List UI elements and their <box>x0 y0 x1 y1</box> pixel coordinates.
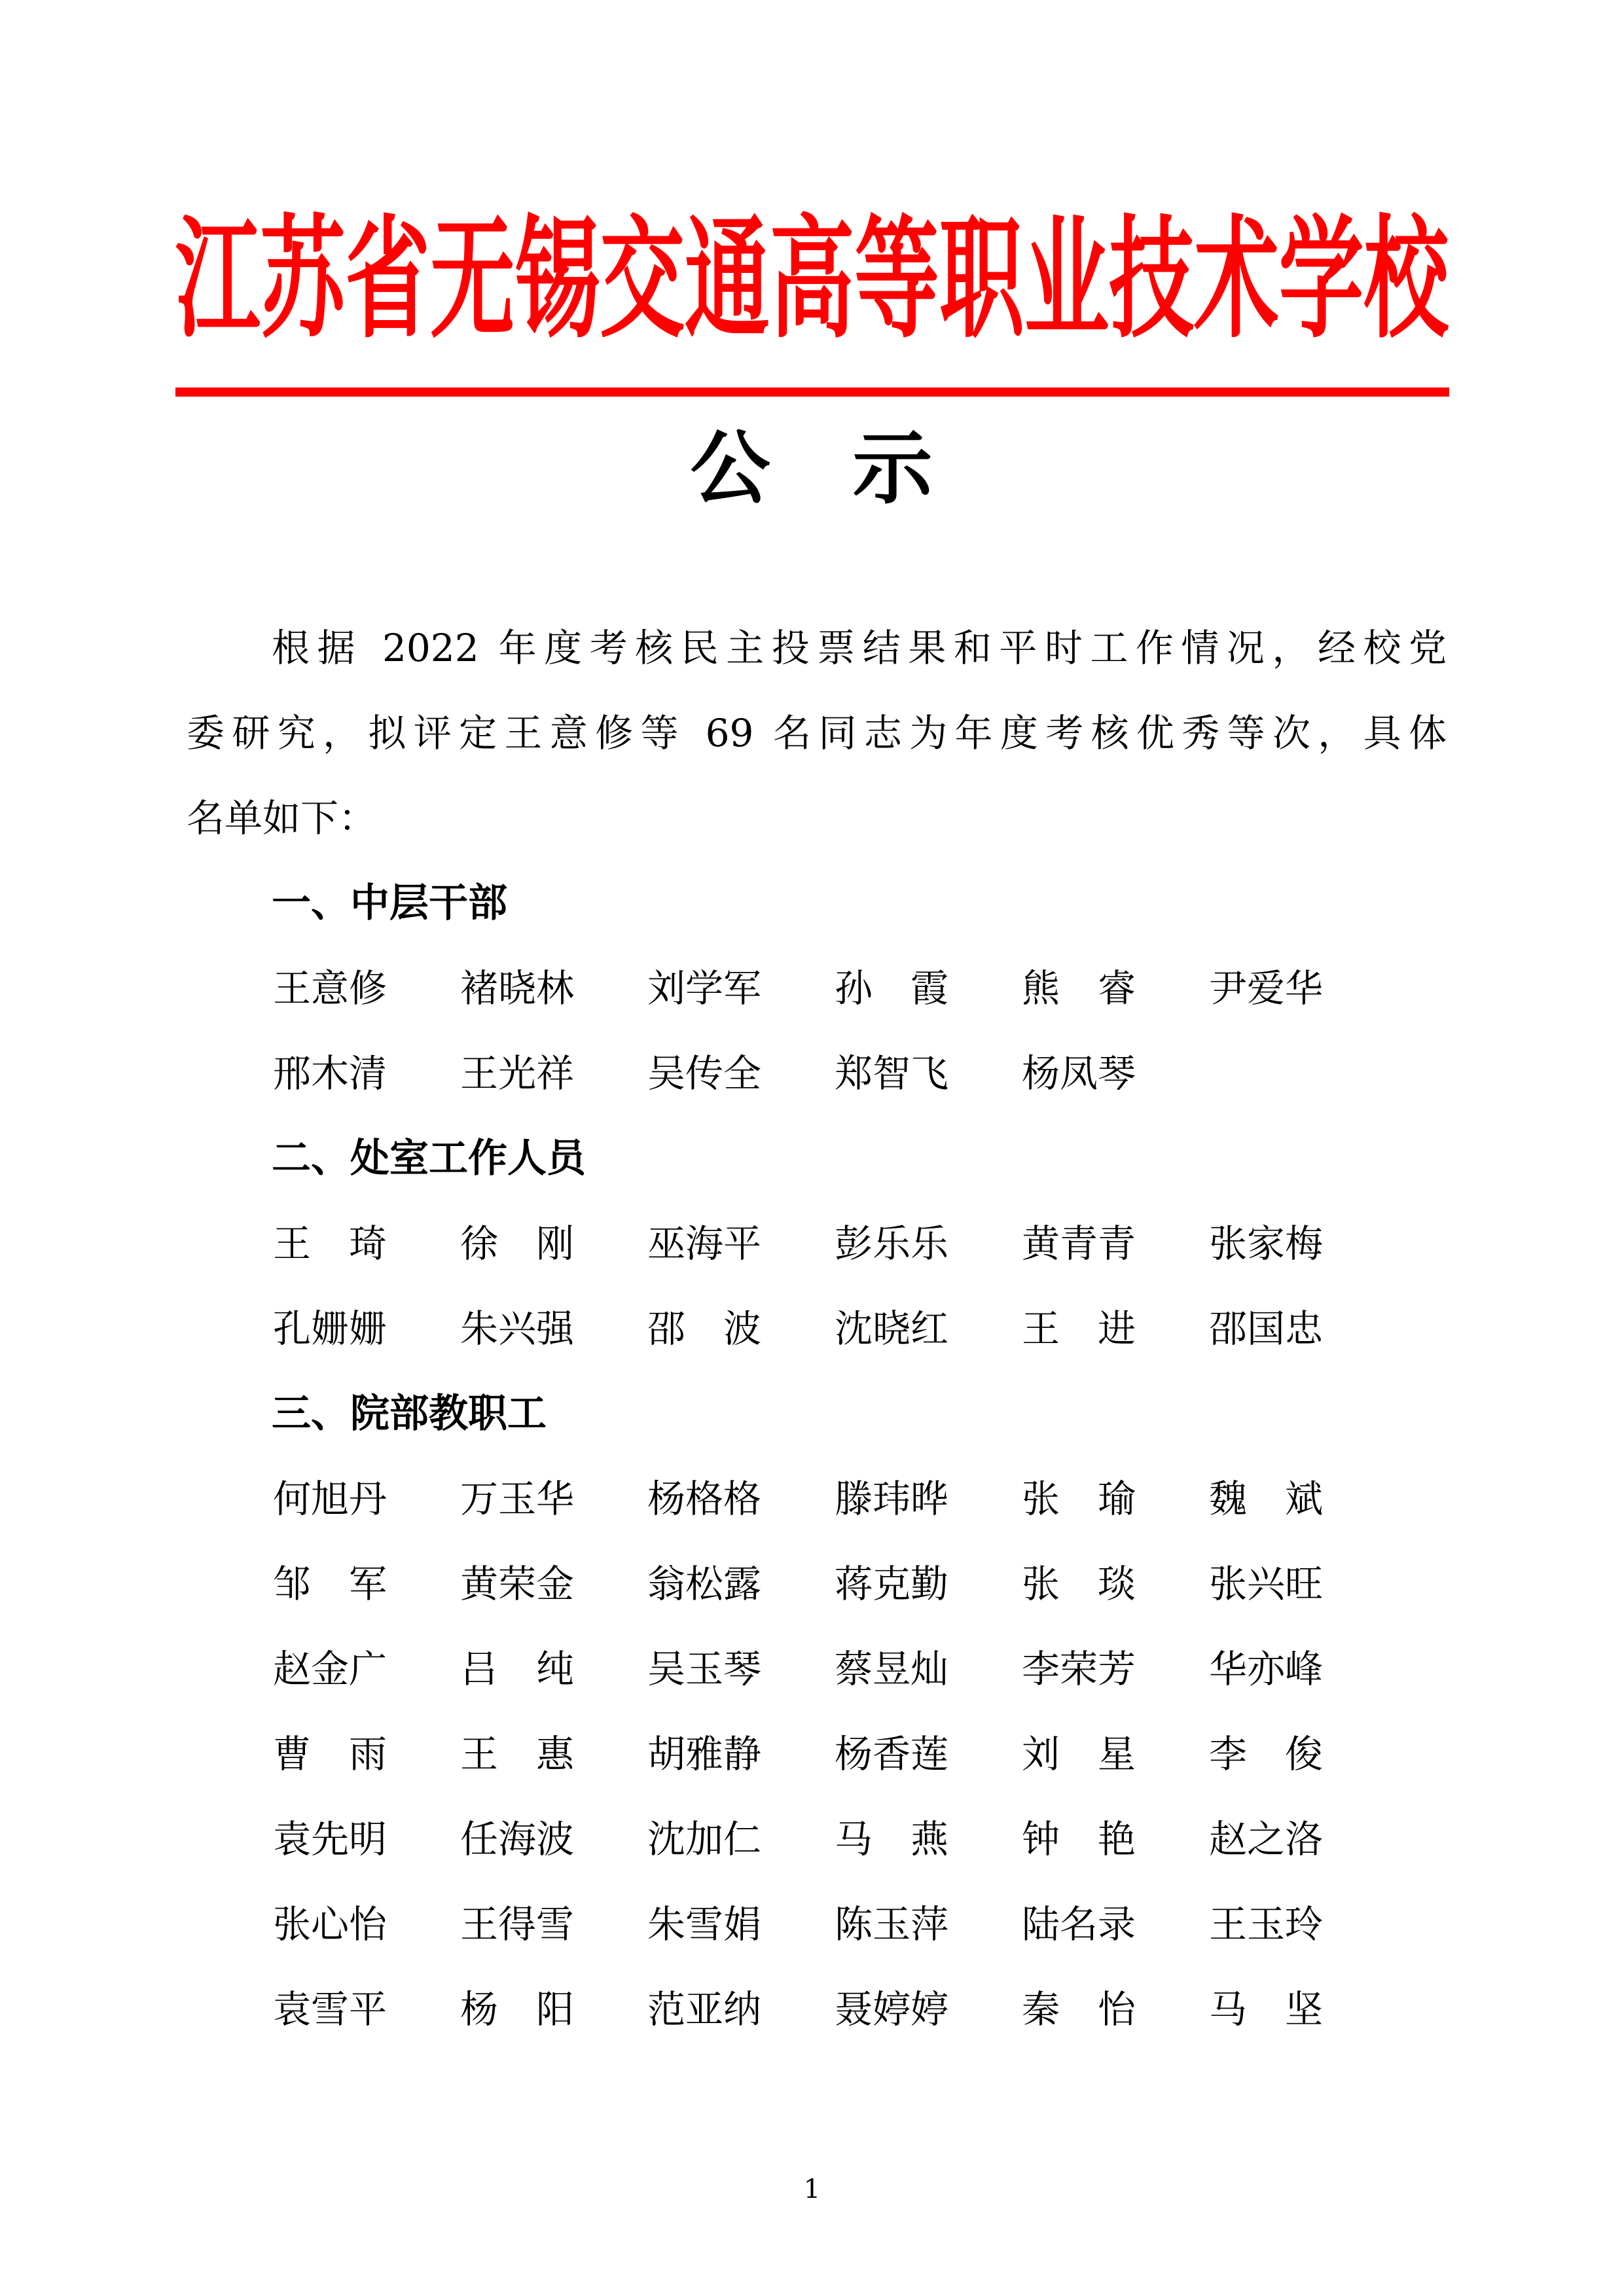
person-name: 王得雪 <box>460 1902 575 1946</box>
person-name: 吴传全 <box>647 1051 762 1096</box>
letterhead-rule <box>175 387 1449 397</box>
person-name: 蒋克勤 <box>835 1562 949 1606</box>
paragraph-line: 根据 2022 年度考核民主投票结果和平时工作情况，经校党 <box>272 626 1447 670</box>
school-title: 江苏省无锡交通高等职业技术学校 <box>175 201 1449 356</box>
person-name: 王玉玲 <box>1209 1902 1324 1946</box>
person-name: 胡雅静 <box>647 1732 762 1776</box>
person-name: 褚晓林 <box>460 966 575 1011</box>
person-name: 钟 艳 <box>1022 1817 1136 1861</box>
announcement-paragraph <box>187 605 1447 861</box>
person-name: 秦 怡 <box>1022 1987 1136 2032</box>
person-name: 马 坚 <box>1209 1987 1324 2032</box>
page-number: 1 <box>803 2174 821 2204</box>
person-name: 任海波 <box>460 1817 575 1861</box>
person-name: 李 俊 <box>1209 1732 1324 1776</box>
name-row <box>187 1797 1447 1882</box>
section-1 <box>187 861 1447 1116</box>
person-name: 朱雪娟 <box>647 1902 762 1946</box>
name-row <box>187 1626 1447 1712</box>
person-name: 张 琰 <box>1022 1562 1136 1606</box>
person-name: 邵 波 <box>647 1306 762 1351</box>
person-name: 曹 雨 <box>273 1732 388 1776</box>
person-name: 王光祥 <box>460 1051 575 1096</box>
name-row <box>187 1031 1447 1116</box>
person-name: 邹 军 <box>273 1562 388 1606</box>
paragraph-line: 名单如下： <box>187 796 377 840</box>
section-3 <box>187 1371 1447 2052</box>
person-name: 巫海平 <box>647 1221 762 1266</box>
person-name: 张 瑜 <box>1022 1477 1136 1521</box>
person-name: 彭乐乐 <box>835 1221 949 1266</box>
person-name: 袁雪平 <box>273 1987 388 2032</box>
person-name: 杨格格 <box>647 1477 762 1521</box>
name-row <box>187 1882 1447 1967</box>
person-name: 张兴旺 <box>1209 1562 1324 1606</box>
name-row <box>187 1201 1447 1286</box>
person-name: 万玉华 <box>460 1477 575 1521</box>
person-name: 朱兴强 <box>460 1306 575 1351</box>
name-row <box>187 1967 1447 2052</box>
person-name: 杨香莲 <box>835 1732 949 1776</box>
person-name: 华亦峰 <box>1209 1647 1324 1691</box>
person-name: 马 燕 <box>835 1817 949 1861</box>
person-name: 黄荣金 <box>460 1562 575 1606</box>
person-name: 徐 刚 <box>460 1221 575 1266</box>
person-name: 王 琦 <box>273 1221 388 1266</box>
person-name: 杨凤琴 <box>1022 1051 1136 1096</box>
person-name: 范亚纳 <box>647 1987 762 2032</box>
name-row <box>187 1456 1447 1541</box>
person-name: 刘学军 <box>647 966 762 1011</box>
person-name: 沈晓红 <box>835 1306 949 1351</box>
person-name: 陈玉萍 <box>835 1902 949 1946</box>
person-name: 蔡昱灿 <box>835 1647 949 1691</box>
person-name: 聂婷婷 <box>835 1987 949 2032</box>
person-name: 何旭丹 <box>273 1477 388 1521</box>
person-name: 王 惠 <box>460 1732 575 1776</box>
person-name: 王 进 <box>1022 1306 1136 1351</box>
doc-body <box>187 605 1447 2052</box>
name-row <box>187 1541 1447 1626</box>
person-name: 郑智飞 <box>835 1051 949 1096</box>
doc-heading: 公 示 <box>690 421 934 515</box>
person-name: 赵金广 <box>273 1647 388 1691</box>
person-name: 尹爱华 <box>1209 966 1324 1011</box>
section-header: 二、处室工作人员 <box>272 1136 586 1181</box>
person-name: 滕玮晔 <box>835 1477 949 1521</box>
name-row <box>187 1286 1447 1371</box>
person-name: 李荣芳 <box>1022 1647 1136 1691</box>
person-name: 吴玉琴 <box>647 1647 762 1691</box>
name-sections <box>187 861 1447 2052</box>
person-name: 王意修 <box>273 966 388 1011</box>
person-name: 孙 霞 <box>835 966 949 1011</box>
name-row <box>187 1712 1447 1797</box>
name-row <box>187 946 1447 1031</box>
person-name: 邵国忠 <box>1209 1306 1324 1351</box>
person-name: 孔姗姗 <box>273 1306 388 1351</box>
paragraph-line: 委研究，拟评定王意修等 69 名同志为年度考核优秀等次，具体 <box>187 711 1447 755</box>
person-name: 陆名录 <box>1022 1902 1136 1946</box>
person-name: 吕 纯 <box>460 1647 575 1691</box>
person-name: 刘 星 <box>1022 1732 1136 1776</box>
person-name: 邢木清 <box>273 1051 388 1096</box>
person-name: 熊 睿 <box>1022 966 1136 1011</box>
person-name: 翁松露 <box>647 1562 762 1606</box>
letterhead <box>0 187 1624 365</box>
section-header: 一、中层干部 <box>272 880 507 926</box>
person-name: 赵之洛 <box>1209 1817 1324 1861</box>
person-name: 张心怡 <box>273 1902 388 1946</box>
person-name: 杨 阳 <box>460 1987 575 2032</box>
section-header: 三、院部教职工 <box>272 1391 547 1437</box>
person-name: 袁先明 <box>273 1817 388 1861</box>
person-name: 魏 斌 <box>1209 1477 1324 1521</box>
person-name: 张家梅 <box>1209 1221 1324 1266</box>
person-name: 沈加仁 <box>647 1817 762 1861</box>
section-2 <box>187 1116 1447 1371</box>
person-name: 黄青青 <box>1022 1221 1136 1266</box>
